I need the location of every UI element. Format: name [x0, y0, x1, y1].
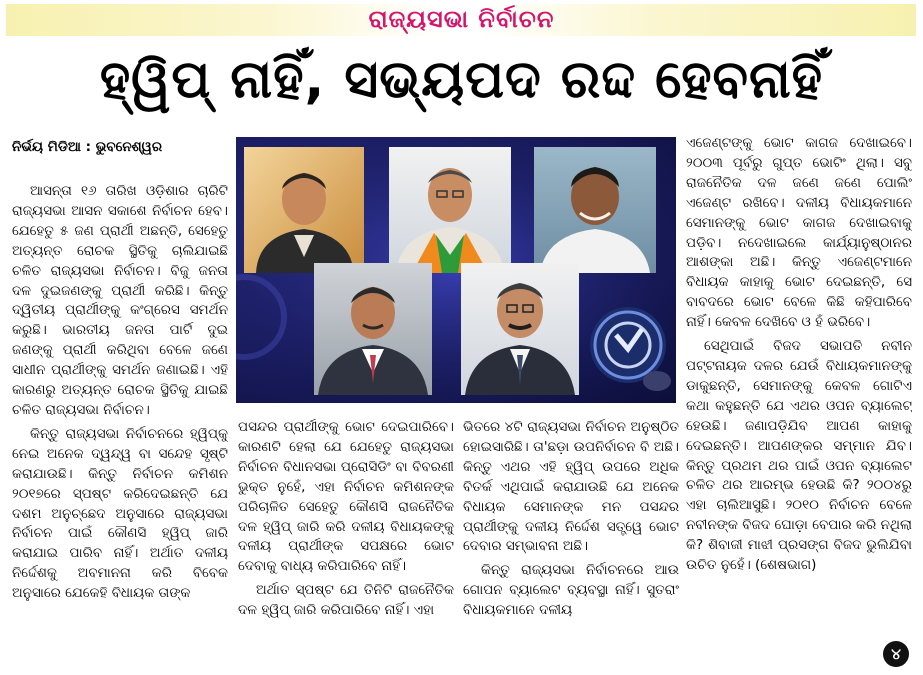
paragraph: ପସନ୍ଦର ପ୍ରାର୍ଥୀଙ୍କୁ ଭୋଟ ଦେଇପାରିବେ। କାରଣଟି ହେଲା ଯେ ଯେହେତୁ ରାଜ୍ୟସଭା ନିର୍ବାଚନ ବିଧାନସଭା ପ୍ରୋସିଡିଂ ବା ବିବରଣୀ ଭୁକ୍ତ ନୁହେଁ, ଏହା ନିର୍ବାଚନ କମିଶନଙ୍କ ପରିଚାଳିତ ସେହେତୁ କୌଣସି ରାଜନୈତିକ ଦଳ ହ୍ୱିପ୍ ଜାରି କରି ଦଳୀୟ ବିଧାୟକଙ୍କୁ ଦଳୀୟ ପ୍ରାର୍ଥୀଙ୍କ ସପକ୍ଷରେ ଭୋଟ ଦେବାକୁ ବାଧ୍ୟ କରିପାରିବେ ନାହିଁ।	[238, 419, 454, 575]
headline: ହ୍ୱିପ୍ ନାହିଁ, ସଭ୍ୟପଦ ରଦ୍ଦ ହେବନାହିଁ	[99, 50, 824, 110]
paragraph: କିନ୍ତୁ ରାଜ୍ୟସଭା ନିର୍ବାଚନରେ ଆଉ ଗୋପନ ବ୍ୟାଲେଟ ବ୍ୟବସ୍ଥା ନାହିଁ। ସୁତରାଂ ବିଧାୟକମାନେ ଦଳୀୟ	[463, 562, 679, 619]
collage-art	[236, 137, 676, 403]
paragraph: ଆସନ୍ତା ୧୬ ତାରିଖ ଓଡ଼ିଶାର ଚାରିଟି ରାଜ୍ୟସଭା ଆସନ ସକାଶେ ନିର୍ବାଚନ ହେବ। ଯେହେତୁ ୫ ଜଣ ପ୍ରାର୍ଥୀ ଅଛନ୍ତି, ସେହେତୁ ଅତ୍ୟନ୍ତ ରୋଚକ ସ୍ଥିତିକୁ ଚାଲିଯାଇଛି ଚଳିତ ରାଜ୍ୟସଭା ନିର୍ବାଚନ। ବିଜୁ ଜନତା ଦଳ ଦୁଇଜଣଙ୍କୁ ପ୍ରାର୍ଥୀ କରିଛି। କିନ୍ତୁ ଦ୍ୱିତୀୟ ପ୍ରାର୍ଥୀଙ୍କୁ କଂଗ୍ରେସ ସମର୍ଥନ କରୁଛି। ଭାରତୀୟ ଜନତା ପାର୍ଟି ଦୁଇ ଜଣଙ୍କୁ ପ୍ରାର୍ଥୀ କରିଥିବା ବେଳେ ଜଣେ ସାଧୀନ ପ୍ରାର୍ଥୀଙ୍କୁ ସମର୍ଥନ ଜଣାଇଛି। ଏହି କାରଣରୁ ଅତ୍ୟନ୍ତ ରୋଚକ ସ୍ଥିତିକୁ ଯାଇଛି ଚଳିତ ରାଜ୍ୟସଭା ନିର୍ବାଚନ।	[12, 183, 228, 418]
politician-portrait	[244, 147, 364, 273]
article-column-4	[686, 134, 912, 664]
paragraph: ସେଥିପାଇଁ ବିଜଦ ସଭାପତି ନବୀନ ପଟ୍ଟନାୟକ ଦଳର ଯେଉଁ ବିଧାୟକମାନଙ୍କୁ ଡାକୁଛନ୍ତି, ସେମାନଙ୍କୁ କେବଳ ଗୋଟିଏ କଥା କହୁଛନ୍ତି ଯେ ଏଥର ଓପନ ବ୍ୟାଲେଟ୍ ହେଉଛି। ଜଣାପଡ଼ିଯିବ ଆପଣ କାହାକୁ ଦେଇଛନ୍ତି। ଆପଣଙ୍କର ସମ୍ମାନ ଯିବ। କିନ୍ତୁ ପ୍ରଥମ ଥର ପାଇଁ ଓପନ ବ୍ୟାଲେଟ ଚଳିତ ଥର ଆରମ୍ଭ ହେଉଛି କି? ୨୦୦୪ରୁ ଏହା ଚାଲିଆସୁଛି। ୨୦୧୦ ନିର୍ବାଚନ ବେଳେ ନବୀନଙ୍କ ବିଜଦ ଘୋଡ଼ା ବେପାର କରି ନଥିଲା କି? ଶିବାଜୀ ମାଝୀ ପ୍ରସଙ୍ଗ ବିଜଦ ଭୁଲିଯିବା ଉଚିତ ନୁହେଁ। (ଶେଷଭାଗ)	[686, 338, 912, 574]
article-column-1	[12, 182, 228, 666]
politician-portrait	[389, 147, 511, 273]
paragraph: ଏଜେଣ୍ଟଙ୍କୁ ଭୋଟ କାଗଜ ଦେଖାଇବେ। ୨୦୦୩ ପୂର୍ବରୁ ଗୁପ୍ତ ଭୋଟିଂ ଥିଲା। ସବୁ ରାଜନୈତିକ ଦଳ ଜଣେ ଜଣେ ପୋଲିଂ ଏଜେଣ୍ଟ ରଖିବେ। ଦଳୀୟ ବିଧାୟକମାନେ ସେମାନଙ୍କୁ ଭୋଟ କାଗଜ ଦେଖାଇବାକୁ ପଡ଼ିବ। ନଦେଖାଇଲେ କାର୍ଯ୍ୟାନୁଷ୍ଠାନର ଆଶଙ୍କା ଅଛି। କିନ୍ତୁ ଏଜେଣ୍ଟମାନେ ବିଧାୟକ କାହାକୁ ଭୋଟ ଦେଇଛନ୍ତି, ସେ ବାବଦରେ ଭୋଟ ବେଳେ କିଛି କହିପାରିବେ ନାହିଁ। କେବଳ ଦେଖିବେ ଓ ହଁ ଭରିବେ।	[686, 135, 912, 331]
candidates-photo-collage	[236, 137, 676, 403]
paragraph: ଅର୍ଥାତ ସ୍ପଷ୍ଟ ଯେ ତିନିଟି ରାଜନୈତିକ ଦଳ ହ୍ୱିପ୍ ଜାରି କରିପାରିବେ ନାହିଁ। ଏହା	[238, 582, 454, 619]
article-column-3	[463, 418, 679, 668]
paragraph: କିନ୍ତୁ ରାଜ୍ୟସଭା ନିର୍ବାଚନରେ ହ୍ୱିପ୍‌କୁ ନେଇ ଅନେକ ଦ୍ୱନ୍ଦ୍ୱ ବା ସନ୍ଦେହ ସୃଷ୍ଟି କରାଯାଉଛି। କିନ୍ତୁ ନିର୍ବାଚନ କମିଶନ ୨୦୧୭ରେ ସ୍ପଷ୍ଟ କରିଦେଇଛନ୍ତି ଯେ ଦଶମ ଅନୁଚ୍ଛେଦ ଅନୁସାରେ ରାଜ୍ୟସଭା ନିର୍ବାଚନ ପାଇଁ କୌଣସି ହ୍ୱିପ୍ ଜାରି କରାଯାଇ ପାରିବ ନାହିଁ। ଅର୍ଥାତ ଦଳୀୟ ନିର୍ଦ୍ଦେଶକୁ ଅବମାନନା କରି ବିବେକ ଅନୁସାରେ ଯେକେହି ବିଧାୟକ ତାଙ୍କ	[12, 425, 228, 602]
politician-portrait	[314, 263, 432, 395]
paragraph: ଭିତରେ ୪ଟି ରାଜ୍ୟସଭା ନିର୍ବାଚନ ଅନୁଷ୍ଠିତ ହୋଇସାରିଛି। ତା'ଛଡ଼ା ଉପନିର୍ବାଚନ ବି ଅଛି। କିନ୍ତୁ ଏଥର ଏହି ହ୍ୱିପ୍ ଉପରେ ଅଧିକ ବିତର୍କ ଏଥିପାଇଁ କରାଯାଉଛି ଯେ ଅନେକ ବିଧାୟକ ସେମାନଙ୍କ ମନ ପସନ୍ଦର ପ୍ରାର୍ଥୀଙ୍କୁ ଦଳୀୟ ନିର୍ଦ୍ଦେଶ ସତ୍ତ୍ୱେ ଭୋଟ ଦେବାର ସମ୍ଭାବନା ଅଛି।	[463, 419, 679, 555]
byline: ନିର୍ଭୟ ମିଡିଆ : ଭୁବନେଶ୍ୱର	[12, 139, 163, 155]
page-number-badge: ୪	[883, 641, 909, 667]
article-column-2	[238, 418, 454, 668]
politician-portrait	[534, 147, 656, 273]
politician-portrait	[461, 263, 579, 395]
section-kicker: ରାଜ୍ୟସଭା ନିର୍ବାଚନ	[368, 5, 555, 33]
